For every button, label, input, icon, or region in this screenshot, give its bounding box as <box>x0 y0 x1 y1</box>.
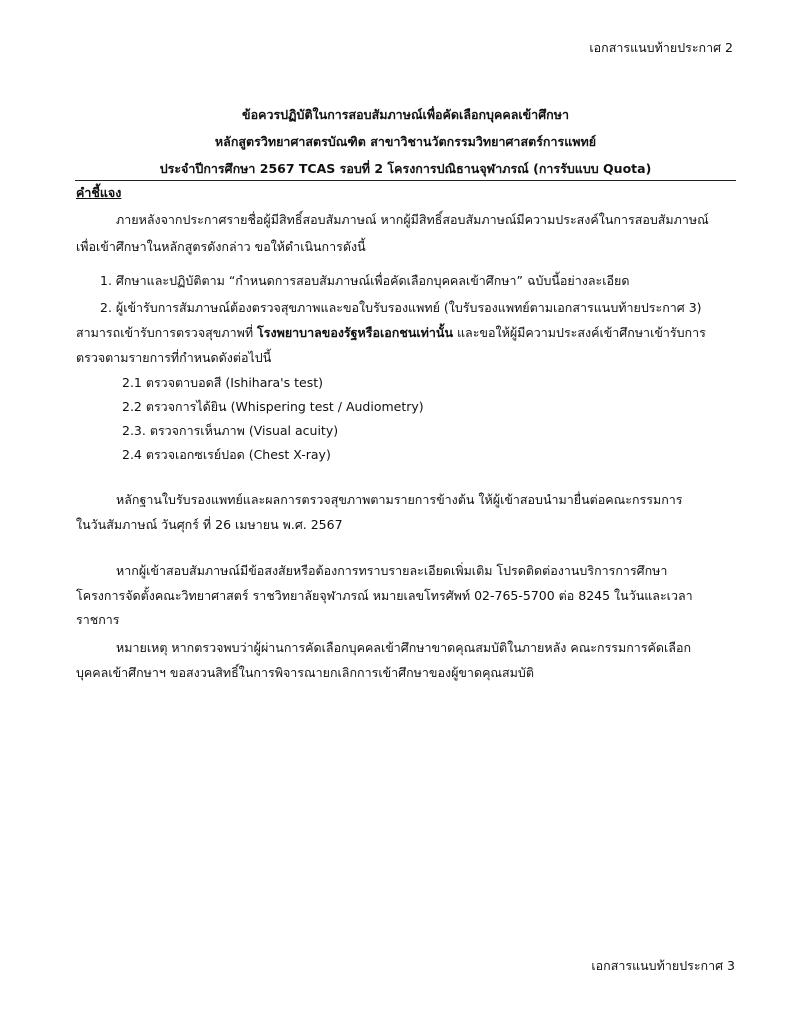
contact-line-1: หากผู้เข้าสอบสัมภาษณ์มีข้อสงสัยหรือต้องการทราบรายละเอียดเพิ่มเติม โปรดติดต่องานบริการการศึกษา <box>116 563 668 578</box>
item-2-line-2-bold: โรงพยาบาลของรัฐหรือเอกชนเท่านั้น <box>257 325 454 340</box>
evidence-line-2: ในวันสัมภาษณ์ วันศุกร์ ที่ 26 เมษายน พ.ศ. 2567 <box>76 517 343 532</box>
contact-line-3: ราชการ <box>76 612 120 627</box>
title-divider <box>75 180 736 181</box>
item-2-line-1: 2. ผู้เข้ารับการสัมภาษณ์ต้องตรวจสุขภาพและขอใบรับรองแพทย์ (ใบรับรองแพทย์ตามเอกสารแนบท้ายประกาศ 3) <box>100 300 702 315</box>
sub-item-2-1: 2.1 ตรวจตาบอดสี (Ishihara's test) <box>122 375 323 390</box>
sub-item-2-4: 2.4 ตรวจเอกซเรย์ปอด (Chest X-ray) <box>122 447 331 462</box>
evidence-line-1: หลักฐานใบรับรองแพทย์และผลการตรวจสุขภาพตามรายการข้างต้น ให้ผู้เข้าสอบนำมายื่นต่อคณะกรรมการ <box>116 492 683 507</box>
header-note: เอกสารแนบท้ายประกาศ 2 <box>589 40 733 55</box>
title-line-2: หลักสูตรวิทยาศาสตรบัณฑิต สาขาวิชานวัตกรรมวิทยาศาสตร์การแพทย์ <box>214 134 597 149</box>
sub-item-2-2: 2.2 ตรวจการได้ยิน (Whispering test / Audiometry) <box>122 399 424 414</box>
intro-line-2: เพื่อเข้าศึกษาในหลักสูตรดังกล่าว ขอให้ดำเนินการดังนี้ <box>76 239 366 254</box>
item-2-line-2-pre: สามารถเข้ารับการตรวจสุขภาพที่ <box>76 325 258 340</box>
contact-line-2: โครงการจัดตั้งคณะวิทยาศาสตร์ ราชวิทยาลัยจุฬาภรณ์ หมายเลขโทรศัพท์ 02-765-5700 ต่อ 8245 ในวันและเวลา <box>76 588 693 603</box>
remark-line-1: หมายเหตุ หากตรวจพบว่าผู้ผ่านการคัดเลือกบุคคลเข้าศึกษาขาดคุณสมบัติในภายหลัง คณะกรรมการคัดเลือก <box>116 640 692 655</box>
item-2-line-3: ตรวจตามรายการที่กำหนดดังต่อไปนี้ <box>76 350 272 365</box>
item-2-line-2-post: และขอให้ผู้มีความประสงค์เข้าศึกษาเข้ารับการ <box>453 325 706 340</box>
item-1: 1. ศึกษาและปฏิบัติตาม “กำหนดการสอบสัมภาษณ์เพื่อคัดเลือกบุคคลเข้าศึกษา” ฉบับนี้อย่างละเอียด <box>100 273 630 288</box>
intro-line-1: ภายหลังจากประกาศรายชื่อผู้มีสิทธิ์สอบสัมภาษณ์ หากผู้มีสิทธิ์สอบสัมภาษณ์มีความประสงค์ในการสอบสัมภาษณ์ <box>116 212 709 227</box>
title-line-1: ข้อควรปฏิบัติในการสอบสัมภาษณ์เพื่อคัดเลือกบุคคลเข้าศึกษา <box>242 107 569 122</box>
item-2-line-2 <box>76 323 706 343</box>
footer-note: เอกสารแนบท้ายประกาศ 3 <box>591 958 735 973</box>
remark-line-2: บุคคลเข้าศึกษาฯ ขอสงวนสิทธิ์ในการพิจารณายกเลิกการเข้าศึกษาของผู้ขาดคุณสมบัติ <box>76 665 534 680</box>
sub-item-2-3: 2.3. ตรวจการเห็นภาพ (Visual acuity) <box>122 423 339 438</box>
section-heading: คำชี้แจง <box>76 185 122 200</box>
title-line-3: ประจำปีการศึกษา 2567 TCAS รอบที่ 2 โครงการปณิธานจุฬาภรณ์ (การรับแบบ Quota) <box>159 161 652 176</box>
